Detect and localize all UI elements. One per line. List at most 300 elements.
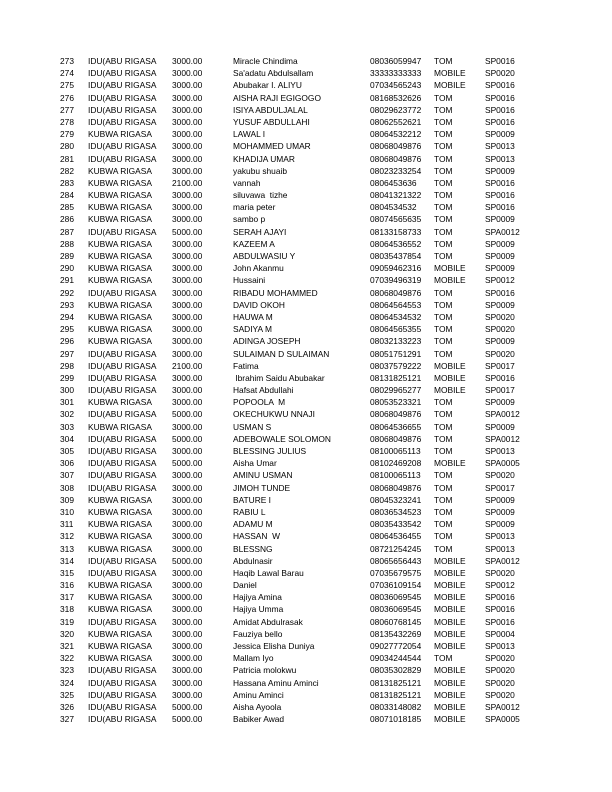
- area-cell: IDU(ABU RIGASA: [88, 153, 157, 164]
- record-number: 278: [60, 116, 74, 127]
- customer-name-cell: ADINGA JOSEPH: [233, 336, 301, 347]
- agent-code-cell: SPA0012: [485, 433, 520, 444]
- table-row: [0, 640, 612, 652]
- amount-cell: 3000.00: [172, 80, 203, 91]
- record-number: 310: [60, 506, 74, 517]
- customer-name-cell: siluvawa tizhe: [233, 190, 288, 201]
- network-cell: MOBILE: [434, 604, 466, 615]
- table-row: [0, 469, 612, 481]
- table-row: [0, 689, 612, 701]
- table-row: [0, 701, 612, 713]
- network-cell: TOM: [434, 153, 453, 164]
- customer-name-cell: AMINU USMAN: [233, 470, 293, 481]
- amount-cell: 3000.00: [172, 68, 203, 79]
- record-number: 302: [60, 409, 74, 420]
- phone-cell: 08064536455: [370, 531, 422, 542]
- amount-cell: 3000.00: [172, 580, 203, 591]
- customer-name-cell: HASSAN W: [233, 531, 280, 542]
- area-cell: IDU(ABU RIGASA: [88, 226, 157, 237]
- phone-cell: 08068049876: [370, 409, 422, 420]
- area-cell: IDU(ABU RIGASA: [88, 104, 157, 115]
- area-cell: IDU(ABU RIGASA: [88, 433, 157, 444]
- table-row: [0, 153, 612, 165]
- record-number: 316: [60, 580, 74, 591]
- area-cell: KUBWA RIGASA: [88, 238, 152, 249]
- area-cell: IDU(ABU RIGASA: [88, 616, 157, 627]
- network-cell: MOBILE: [434, 580, 466, 591]
- table-row: [0, 408, 612, 420]
- table-row: [0, 189, 612, 201]
- phone-cell: 08721254245: [370, 543, 422, 554]
- network-cell: TOM: [434, 421, 453, 432]
- network-cell: MOBILE: [434, 689, 466, 700]
- table-row: [0, 238, 612, 250]
- agent-code-cell: SP0016: [485, 56, 515, 66]
- record-number: 290: [60, 263, 74, 274]
- agent-code-cell: SP0009: [485, 299, 515, 310]
- area-cell: KUBWA RIGASA: [88, 506, 152, 517]
- amount-cell: 3000.00: [172, 336, 203, 347]
- table-row: [0, 506, 612, 518]
- customer-name-cell: Hassana Aminu Aminci: [233, 677, 319, 688]
- agent-code-cell: SP0016: [485, 202, 515, 213]
- phone-cell: 08023233254: [370, 165, 422, 176]
- record-number: 276: [60, 92, 74, 103]
- network-cell: MOBILE: [434, 360, 466, 371]
- record-number: 301: [60, 397, 74, 408]
- area-cell: KUBWA RIGASA: [88, 263, 152, 274]
- network-cell: TOM: [434, 324, 453, 335]
- area-cell: KUBWA RIGASA: [88, 543, 152, 554]
- agent-code-cell: SP0009: [485, 238, 515, 249]
- area-cell: IDU(ABU RIGASA: [88, 567, 157, 578]
- phone-cell: 07035679575: [370, 567, 422, 578]
- table-row: [0, 518, 612, 530]
- area-cell: IDU(ABU RIGASA: [88, 385, 157, 396]
- customer-name-cell: Aisha Ayoola: [233, 701, 282, 712]
- network-cell: TOM: [434, 348, 453, 359]
- agent-code-cell: SP0013: [485, 531, 515, 542]
- amount-cell: 3000.00: [172, 519, 203, 530]
- customer-name-cell: KHADIJA UMAR: [233, 153, 295, 164]
- customer-name-cell: RABIU L: [233, 506, 266, 517]
- phone-cell: 08133158733: [370, 226, 422, 237]
- amount-cell: 3000.00: [172, 543, 203, 554]
- phone-cell: 08100065113: [370, 470, 421, 481]
- customer-name-cell: ISIYA ABDULJALAL: [233, 104, 308, 115]
- record-number: 304: [60, 433, 74, 444]
- record-number: 308: [60, 482, 74, 493]
- phone-cell: 08068049876: [370, 287, 422, 298]
- network-cell: TOM: [434, 299, 453, 310]
- record-number: 322: [60, 653, 74, 664]
- area-cell: IDU(ABU RIGASA: [88, 677, 157, 688]
- agent-code-cell: SP0009: [485, 397, 515, 408]
- customer-name-cell: Haqib Lawal Barau: [233, 567, 304, 578]
- phone-cell: 08064534532: [370, 311, 422, 322]
- phone-cell: 08035433542: [370, 519, 422, 530]
- table-row: [0, 433, 612, 445]
- customer-name-cell: Daniel: [233, 580, 257, 591]
- record-number: 292: [60, 287, 74, 298]
- network-cell: MOBILE: [434, 555, 466, 566]
- table-row: [0, 250, 612, 262]
- area-cell: KUBWA RIGASA: [88, 494, 152, 505]
- agent-code-cell: SPA0005: [485, 458, 520, 469]
- area-cell: KUBWA RIGASA: [88, 421, 152, 432]
- customer-name-cell: Patricia molokwu: [233, 665, 297, 676]
- amount-cell: 5000.00: [172, 458, 203, 469]
- record-number: 283: [60, 177, 74, 188]
- record-number: 280: [60, 141, 74, 152]
- record-number: 287: [60, 226, 74, 237]
- record-number: 284: [60, 190, 74, 201]
- phone-cell: 08032133223: [370, 336, 422, 347]
- area-cell: IDU(ABU RIGASA: [88, 141, 157, 152]
- amount-cell: 3000.00: [172, 494, 203, 505]
- agent-code-cell: SP0016: [485, 287, 515, 298]
- phone-cell: 08036069545: [370, 604, 422, 615]
- area-cell: IDU(ABU RIGASA: [88, 446, 157, 456]
- customer-name-cell: maria peter: [233, 202, 276, 213]
- agent-code-cell: SP0013: [485, 641, 515, 651]
- area-cell: KUBWA RIGASA: [88, 311, 152, 322]
- record-number: 279: [60, 129, 74, 140]
- area-cell: IDU(ABU RIGASA: [88, 287, 157, 298]
- customer-name-cell: RIBADU MOHAMMED: [233, 287, 318, 298]
- amount-cell: 3000.00: [172, 348, 203, 359]
- area-cell: KUBWA RIGASA: [88, 177, 152, 188]
- area-cell: IDU(ABU RIGASA: [88, 482, 157, 493]
- area-cell: KUBWA RIGASA: [88, 592, 152, 603]
- amount-cell: 3000.00: [172, 165, 203, 176]
- table-row: [0, 421, 612, 433]
- phone-cell: 08036534523: [370, 506, 422, 517]
- table-row: [0, 177, 612, 189]
- customer-name-cell: Aisha Umar: [233, 458, 277, 469]
- agent-code-cell: SP0016: [485, 372, 515, 383]
- table-row: [0, 677, 612, 689]
- area-cell: KUBWA RIGASA: [88, 336, 152, 347]
- record-number: 320: [60, 628, 74, 639]
- customer-name-cell: OKECHUKWU NNAJI: [233, 409, 315, 420]
- phone-cell: 08036069545: [370, 592, 422, 603]
- record-number: 315: [60, 567, 74, 578]
- agent-code-cell: SP0020: [485, 470, 515, 481]
- network-cell: MOBILE: [434, 458, 466, 469]
- amount-cell: 3000.00: [172, 299, 203, 310]
- table-row: [0, 360, 612, 372]
- record-number: 273: [60, 56, 74, 66]
- table-row: [0, 335, 612, 347]
- network-cell: TOM: [434, 92, 453, 103]
- network-cell: TOM: [434, 238, 453, 249]
- customer-name-cell: Hafsat Abdullahi: [233, 385, 294, 396]
- phone-cell: 08064536552: [370, 238, 422, 249]
- network-cell: MOBILE: [434, 68, 466, 79]
- amount-cell: 3000.00: [172, 153, 203, 164]
- record-number: 311: [60, 519, 74, 530]
- agent-code-cell: SP0017: [485, 385, 515, 396]
- table-row: [0, 299, 612, 311]
- agent-code-cell: SP0020: [485, 567, 515, 578]
- amount-cell: 3000.00: [172, 372, 203, 383]
- record-number: 323: [60, 665, 74, 676]
- phone-cell: 08074565635: [370, 214, 422, 225]
- table-row: [0, 628, 612, 640]
- phone-cell: 07039496319: [370, 275, 422, 286]
- record-number: 275: [60, 80, 74, 91]
- network-cell: TOM: [434, 214, 453, 225]
- record-number: 285: [60, 202, 74, 213]
- network-cell: MOBILE: [434, 677, 466, 688]
- record-number: 298: [60, 360, 74, 371]
- area-cell: KUBWA RIGASA: [88, 165, 152, 176]
- record-number: 297: [60, 348, 74, 359]
- area-cell: IDU(ABU RIGASA: [88, 458, 157, 469]
- table-row: [0, 482, 612, 494]
- customer-name-cell: AISHA RAJI EGIGOGO: [233, 92, 321, 103]
- customer-name-cell: SERAH AJAYI: [233, 226, 287, 237]
- table-row: [0, 140, 612, 152]
- phone-cell: 08035437854: [370, 251, 422, 261]
- customer-name-cell: BLESSNG: [233, 543, 273, 554]
- customer-name-cell: yakubu shuaib: [233, 165, 288, 176]
- network-cell: TOM: [434, 494, 453, 505]
- phone-cell: 08062552621: [370, 116, 422, 127]
- record-number: 291: [60, 275, 74, 286]
- agent-code-cell: SP0009: [485, 336, 515, 347]
- customer-name-cell: JIMOH TUNDE: [233, 482, 291, 493]
- table-row: [0, 603, 612, 615]
- area-cell: IDU(ABU RIGASA: [88, 470, 157, 481]
- agent-code-cell: SP0020: [485, 311, 515, 322]
- amount-cell: 3000.00: [172, 567, 203, 578]
- phone-cell: 08071018185: [370, 714, 422, 725]
- customer-name-cell: John Akanmu: [233, 263, 284, 274]
- amount-cell: 3000.00: [172, 689, 203, 700]
- agent-code-cell: SP0016: [485, 92, 515, 103]
- agent-code-cell: SP0009: [485, 214, 515, 225]
- amount-cell: 3000.00: [172, 190, 203, 201]
- customer-name-cell: Abdulnasir: [233, 555, 273, 566]
- table-row: [0, 262, 612, 274]
- agent-code-cell: SP0009: [485, 129, 515, 140]
- phone-cell: 08068049876: [370, 141, 422, 152]
- area-cell: KUBWA RIGASA: [88, 519, 152, 530]
- customer-name-cell: Babiker Awad: [233, 714, 285, 725]
- area-cell: KUBWA RIGASA: [88, 129, 152, 140]
- agent-code-cell: SP0016: [485, 177, 515, 188]
- network-cell: TOM: [434, 177, 453, 188]
- record-number: 295: [60, 324, 74, 335]
- agent-code-cell: SP0013: [485, 153, 515, 164]
- amount-cell: 2100.00: [172, 177, 203, 188]
- agent-code-cell: SP0017: [485, 360, 515, 371]
- customer-name-cell: DAVID OKOH: [233, 299, 285, 310]
- agent-code-cell: SP0016: [485, 80, 515, 91]
- area-cell: KUBWA RIGASA: [88, 299, 152, 310]
- amount-cell: 5000.00: [172, 555, 203, 566]
- agent-code-cell: SP0016: [485, 116, 515, 127]
- area-cell: KUBWA RIGASA: [88, 324, 152, 335]
- amount-cell: 3000.00: [172, 506, 203, 517]
- table-row: [0, 274, 612, 286]
- area-cell: KUBWA RIGASA: [88, 641, 152, 651]
- area-cell: KUBWA RIGASA: [88, 251, 152, 261]
- table-row: [0, 348, 612, 360]
- customer-name-cell: Miracle Chindima: [233, 56, 298, 66]
- agent-code-cell: SP0016: [485, 104, 515, 115]
- network-cell: TOM: [434, 251, 453, 261]
- customer-name-cell: ABDULWASIU Y: [233, 251, 296, 261]
- network-cell: MOBILE: [434, 385, 466, 396]
- table-row: [0, 384, 612, 396]
- phone-cell: 08064564553: [370, 299, 422, 310]
- area-cell: KUBWA RIGASA: [88, 190, 152, 201]
- amount-cell: 3000.00: [172, 470, 203, 481]
- phone-cell: 08036059947: [370, 56, 422, 66]
- area-cell: IDU(ABU RIGASA: [88, 689, 157, 700]
- table-row: [0, 457, 612, 469]
- amount-cell: 3000.00: [172, 665, 203, 676]
- phone-cell: 08065656443: [370, 555, 422, 566]
- phone-cell: 08035302829: [370, 665, 422, 676]
- record-number: 307: [60, 470, 74, 481]
- customer-name-cell: Hajiya Amina: [233, 592, 282, 603]
- record-number: 296: [60, 336, 74, 347]
- record-number: 325: [60, 689, 74, 700]
- table-row: [0, 579, 612, 591]
- area-cell: KUBWA RIGASA: [88, 275, 152, 286]
- phone-cell: 08131825121: [370, 689, 422, 700]
- record-number: 326: [60, 701, 74, 712]
- agent-code-cell: SP0009: [485, 506, 515, 517]
- customer-name-cell: POPOOLA M: [233, 397, 286, 408]
- table-row: [0, 652, 612, 664]
- amount-cell: 3000.00: [172, 397, 203, 408]
- area-cell: IDU(ABU RIGASA: [88, 116, 157, 127]
- amount-cell: 3000.00: [172, 385, 203, 396]
- agent-code-cell: SP0013: [485, 141, 515, 152]
- amount-cell: 3000.00: [172, 104, 203, 115]
- network-cell: TOM: [434, 433, 453, 444]
- network-cell: TOM: [434, 311, 453, 322]
- network-cell: MOBILE: [434, 665, 466, 676]
- customer-name-cell: Ibrahim Saidu Abubakar: [233, 372, 325, 383]
- customer-name-cell: USMAN S: [233, 421, 272, 432]
- customer-name-cell: BATURE I: [233, 494, 272, 505]
- customer-name-cell: KAZEEM A: [233, 238, 275, 249]
- amount-cell: 3000.00: [172, 311, 203, 322]
- amount-cell: 2100.00: [172, 360, 203, 371]
- customer-name-cell: YUSUF ABDULLAHI: [233, 116, 310, 127]
- phone-cell: 08037579222: [370, 360, 422, 371]
- record-number: 274: [60, 68, 74, 79]
- record-number: 282: [60, 165, 74, 176]
- area-cell: KUBWA RIGASA: [88, 214, 152, 225]
- area-cell: IDU(ABU RIGASA: [88, 360, 157, 371]
- amount-cell: 3000.00: [172, 238, 203, 249]
- table-row: [0, 311, 612, 323]
- table-row: [0, 104, 612, 116]
- agent-code-cell: SP0020: [485, 653, 515, 664]
- phone-cell: 08068049876: [370, 433, 422, 444]
- agent-code-cell: SP0020: [485, 68, 515, 79]
- agent-code-cell: SP0016: [485, 190, 515, 201]
- amount-cell: 3000.00: [172, 251, 203, 261]
- amount-cell: 3000.00: [172, 56, 203, 66]
- customer-name-cell: sambo p: [233, 214, 266, 225]
- customer-name-cell: ADAMU M: [233, 519, 273, 530]
- network-cell: MOBILE: [434, 275, 466, 286]
- phone-cell: 08135432269: [370, 628, 422, 639]
- table-row: [0, 530, 612, 542]
- table-row: [0, 92, 612, 104]
- phone-cell: 09059462316: [370, 263, 422, 274]
- phone-cell: 08064536655: [370, 421, 422, 432]
- network-cell: MOBILE: [434, 592, 466, 603]
- amount-cell: 3000.00: [172, 263, 203, 274]
- agent-code-cell: SP0009: [485, 251, 515, 261]
- network-cell: TOM: [434, 56, 453, 66]
- network-cell: TOM: [434, 446, 453, 456]
- network-cell: TOM: [434, 104, 453, 115]
- phone-cell: 08029623772: [370, 104, 422, 115]
- agent-code-cell: SPA0012: [485, 226, 520, 237]
- network-cell: TOM: [434, 336, 453, 347]
- phone-cell: 08102469208: [370, 458, 422, 469]
- network-cell: MOBILE: [434, 714, 466, 725]
- table-row: [0, 616, 612, 628]
- table-row: [0, 287, 612, 299]
- table-row: [0, 372, 612, 384]
- table-row: [0, 396, 612, 408]
- record-number: 317: [60, 592, 74, 603]
- table-row: [0, 555, 612, 567]
- table-row: [0, 445, 612, 457]
- agent-code-cell: SP0009: [485, 165, 515, 176]
- network-cell: MOBILE: [434, 567, 466, 578]
- network-cell: TOM: [434, 506, 453, 517]
- table-row: [0, 116, 612, 128]
- area-cell: IDU(ABU RIGASA: [88, 555, 157, 566]
- customer-name-cell: Abubakar I. ALIYU: [233, 80, 302, 91]
- amount-cell: 3000.00: [172, 531, 203, 542]
- amount-cell: 3000.00: [172, 421, 203, 432]
- table-row: [0, 213, 612, 225]
- amount-cell: 5000.00: [172, 226, 203, 237]
- customer-name-cell: Mallam Iyo: [233, 653, 274, 664]
- amount-cell: 3000.00: [172, 592, 203, 603]
- record-number: 314: [60, 555, 74, 566]
- network-cell: TOM: [434, 165, 453, 176]
- table-row: [0, 226, 612, 238]
- network-cell: TOM: [434, 543, 453, 554]
- customer-name-cell: MOHAMMED UMAR: [233, 141, 311, 152]
- amount-cell: 3000.00: [172, 202, 203, 213]
- record-number: 306: [60, 458, 74, 469]
- table-row: [0, 323, 612, 335]
- area-cell: KUBWA RIGASA: [88, 653, 152, 664]
- customer-name-cell: HAUWA M: [233, 311, 273, 322]
- agent-code-cell: SP0012: [485, 580, 515, 591]
- network-cell: TOM: [434, 202, 453, 213]
- amount-cell: 3000.00: [172, 446, 203, 456]
- customer-name-cell: Hajiya Umma: [233, 604, 284, 615]
- area-cell: IDU(ABU RIGASA: [88, 701, 157, 712]
- record-number: 299: [60, 372, 74, 383]
